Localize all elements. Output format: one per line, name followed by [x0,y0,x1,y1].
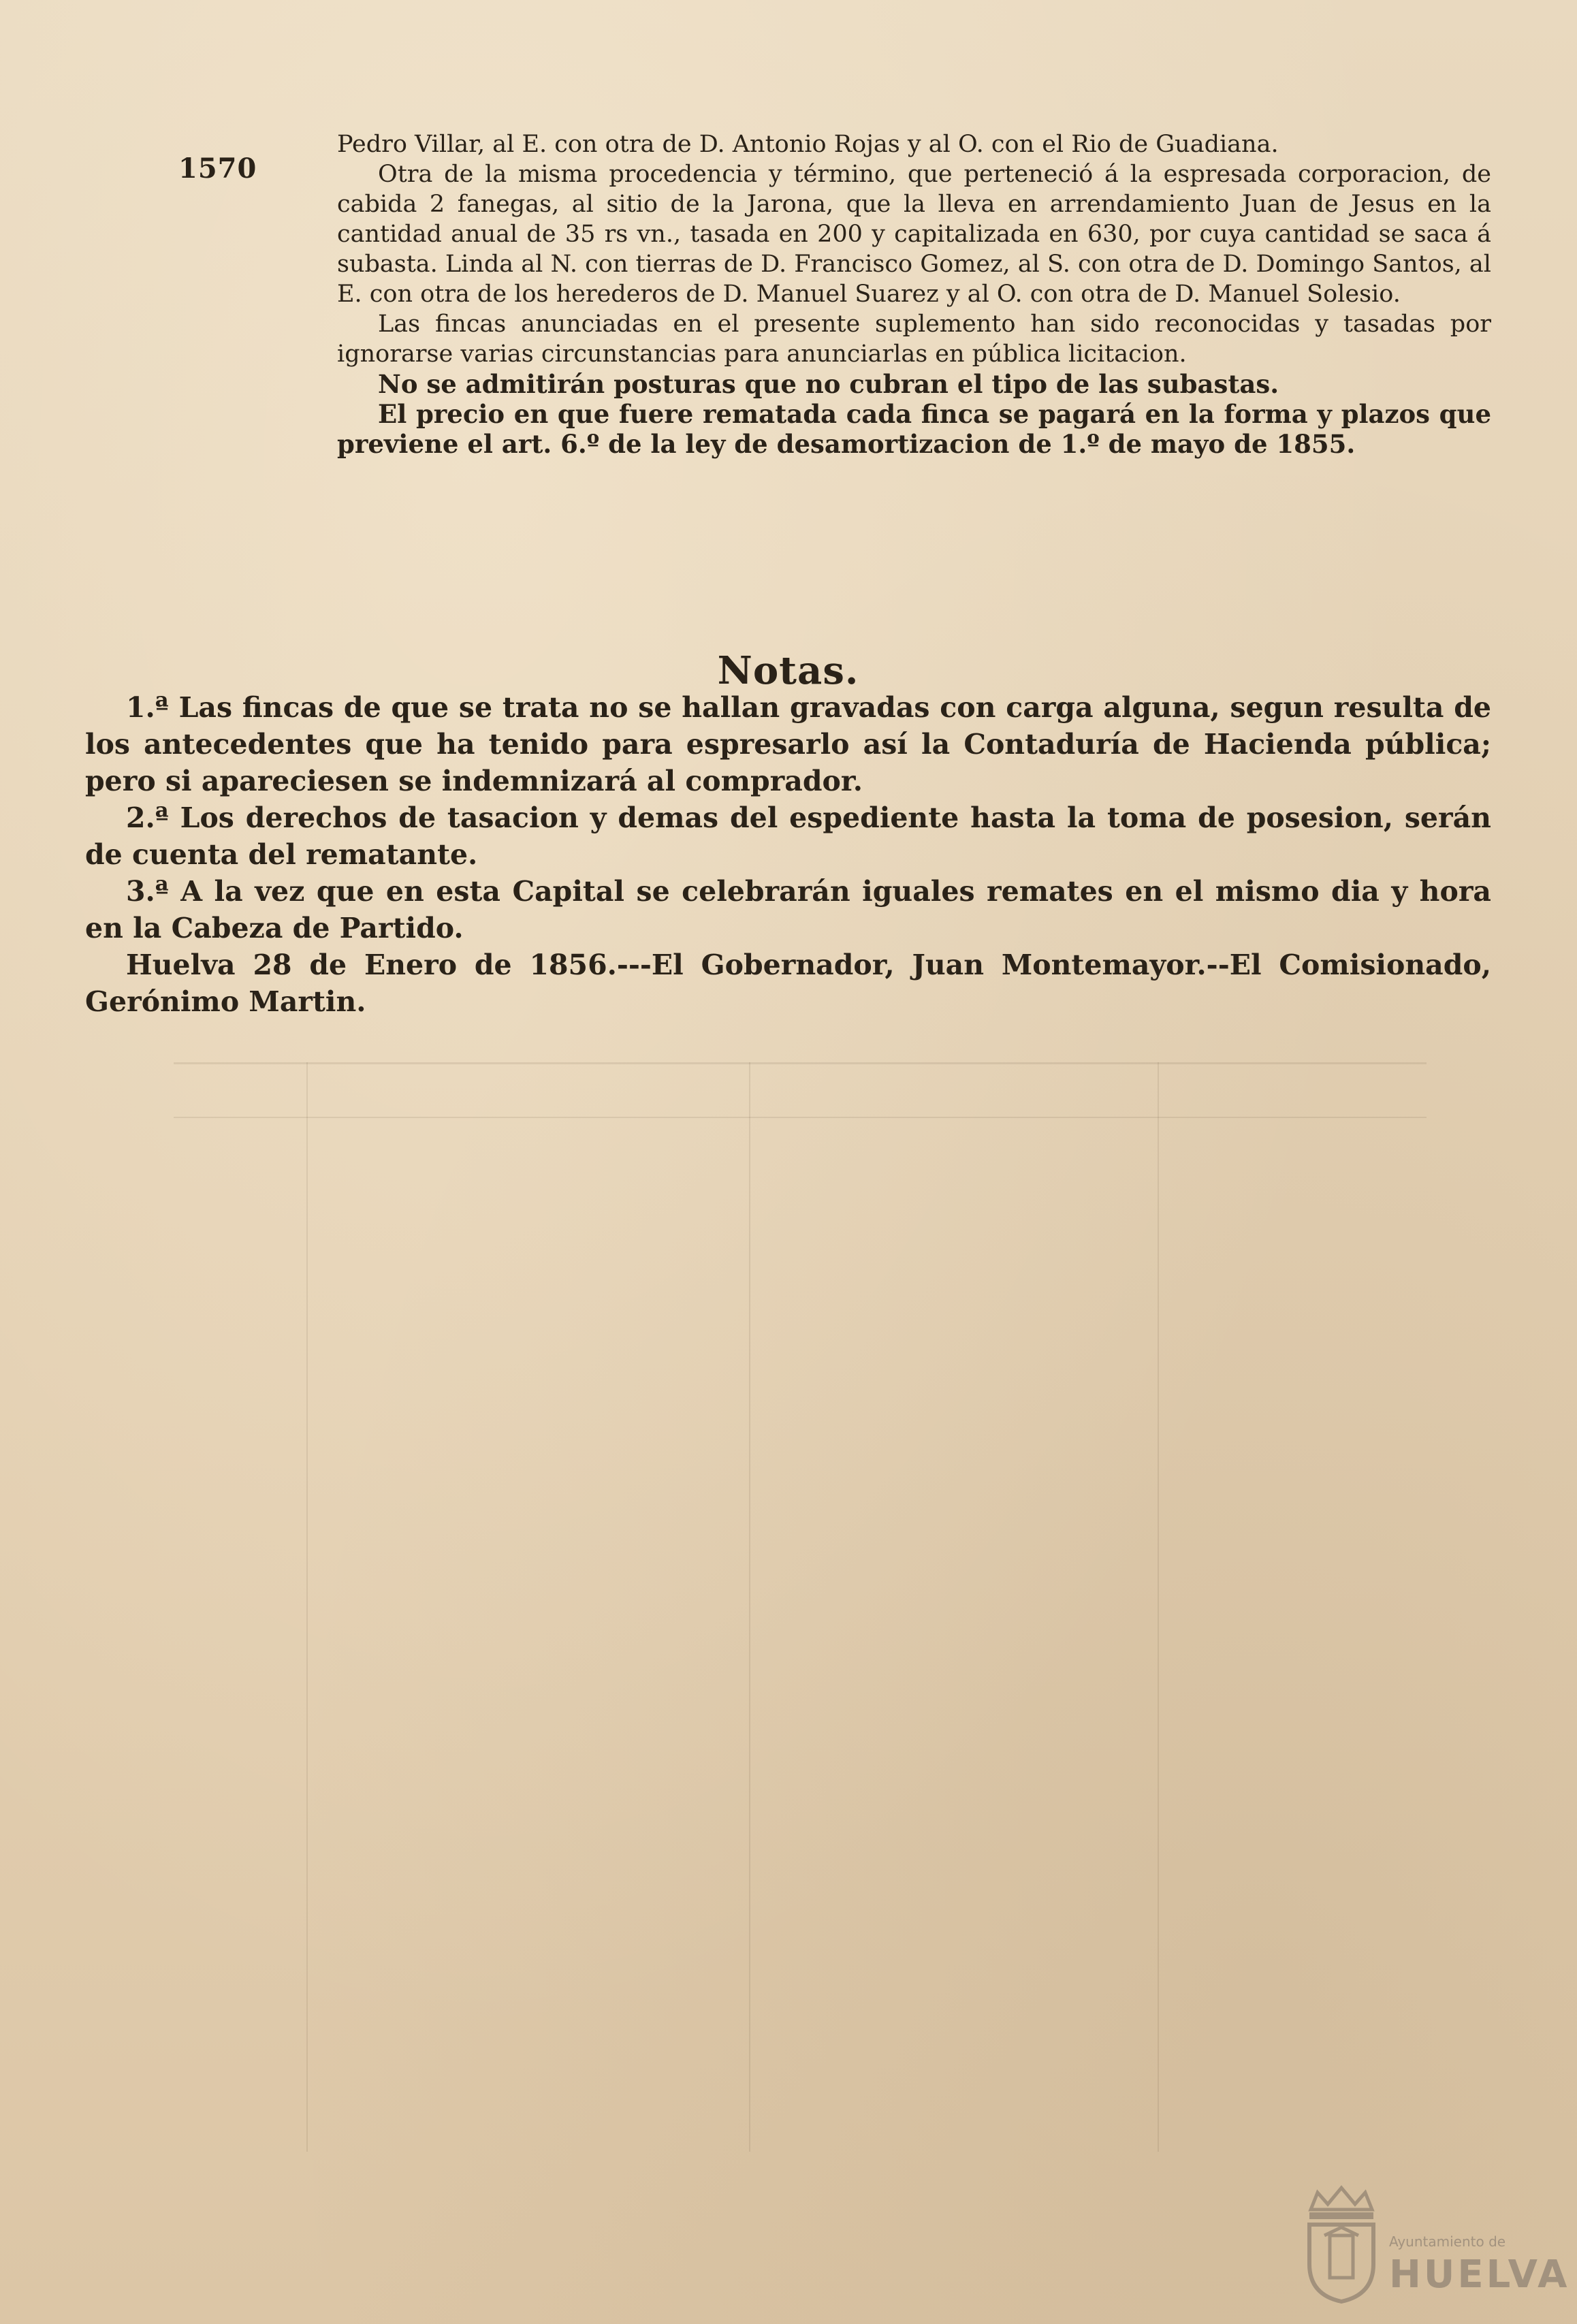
paragraph: Otra de la misma procedencia y término, que perteneció á la espresada corporacion, de cabida 2 fanegas, al sitio de la Jarona, que la lleva en arrendamiento Juan de Jesus en la cantidad anual de 35 rs vn., tasada en 200 y capitalizada en 630, por cuya cantidad se saca á subasta. Linda al N. con tierras de D. Francisco Gomez, al S. con otra de D. Domingo Santos, al E. con otra de los herederos de D. Manuel Suarez y al O. con otra de D. Manuel Solesio. [337,161,1491,308]
bleed-rule [749,1062,750,2152]
watermark-big-text: HUELVA [1389,2253,1570,2297]
note-item: 3.ª A la vez que en esta Capital se celebrarán iguales remates en el mismo dia y hora en la Cabeza de Partido. [85,875,1491,944]
note-item: 2.ª Los derechos de tasacion y demas del espediente hasta la toma de posesion, serán de cuenta del rematante. [85,801,1491,871]
condition: El precio en que fuere rematada cada finca se pagará en la forma y plazos que previene el art. 6.º de la ley de desamortizacion de 1.º de mayo de 1855. [337,399,1491,459]
bleed-rule [1158,1062,1159,2152]
note-item: 1.ª Las fincas de que se trata no se hallan gravadas con carga alguna, segun resulta de los antecedentes que ha tenido para espresarlo así la Contaduría de Hacienda pública; pero si apareciesen se indemnizará al comprador. [85,691,1491,797]
notes-heading: Notas. [717,648,859,693]
bleed-rule [306,1062,308,2152]
condition: No se admitirán posturas que no cubran el tipo de las subastas. [378,369,1279,399]
signature-line: Huelva 28 de Enero de 1856.---El Gobernador, Juan Montemayor.--El Comisionado, Gerónimo Martin. [85,949,1491,1018]
page-number: 1570 [178,153,257,185]
paragraph: Las fincas anunciadas en el presente suplemento han sido reconocidas y tasadas por ignorarse varias circunstancias para anunciarlas en pública licitacion. [337,311,1491,368]
coat-of-arms-icon [1297,2182,1386,2305]
main-text [337,129,1491,459]
bleed-rule [174,1062,1427,1064]
notes-section [85,648,1491,1020]
watermark-small-text: Ayuntamiento de [1389,2233,1506,2250]
archive-watermark [1389,2233,1570,2297]
paragraph: Pedro Villar, al E. con otra de D. Antonio Rojas y al O. con el Rio de Guadiana. [337,131,1279,158]
bleed-rule [174,1117,1427,1118]
